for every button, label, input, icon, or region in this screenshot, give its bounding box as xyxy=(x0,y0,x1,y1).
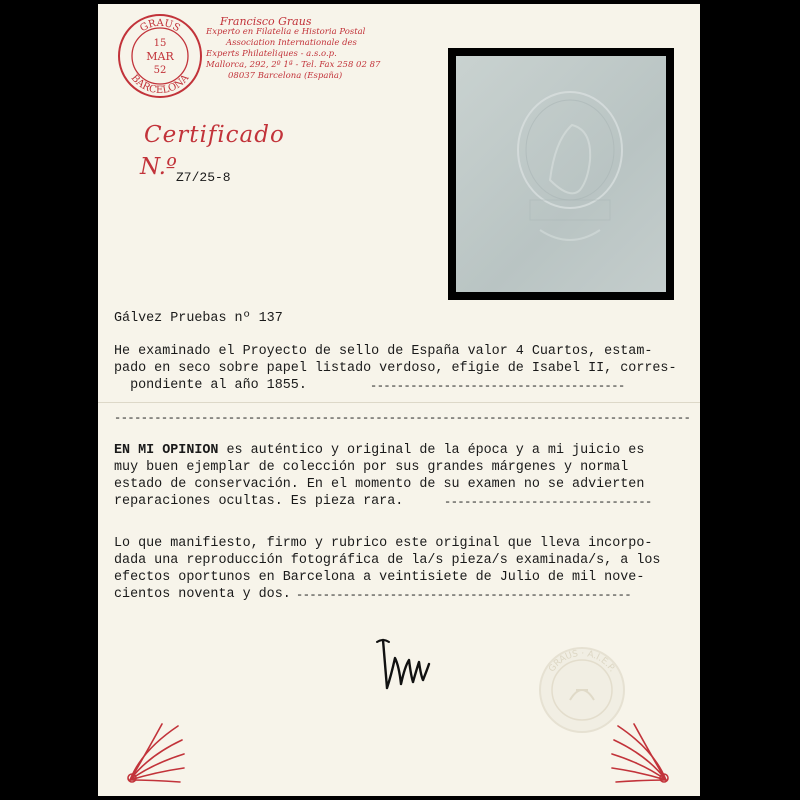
closing-line: dada una reproducción fotográfica de la/s pieza/s examinada/s, a los xyxy=(114,553,661,568)
letterhead-line: Experts Philateliques - a.s.o.p. xyxy=(206,49,337,59)
corner-ornament-right xyxy=(610,720,674,788)
description-line: pondiente al año 1855. xyxy=(114,378,307,393)
opinion-line xyxy=(114,442,694,459)
blind-seal-text: GRAUS · A.I.E.P. xyxy=(547,648,617,675)
closing-line: Lo que manifiesto, firmo y rubrico este original que lleva incorpo- xyxy=(114,536,653,551)
stamp-reference: Gálvez Pruebas nº 137 xyxy=(114,311,283,326)
handwritten-signature xyxy=(373,636,433,694)
certificate-sheet xyxy=(98,4,700,796)
description-line: He examinado el Proyecto de sello de España valor 4 Cuartos, estam- xyxy=(114,344,653,359)
certificate-number-label: N.º xyxy=(140,154,177,180)
letterhead-line: Mallorca, 292, 2º 1ª - Tel. Fax 258 02 87 xyxy=(206,60,381,70)
seal-month: MAR xyxy=(146,50,174,63)
embossed-effigy xyxy=(500,80,640,260)
opinion-line: muy buen ejemplar de colección por sus grandes márgenes y normal xyxy=(114,460,629,475)
stamp-proof-image xyxy=(456,56,666,292)
seal-year: 52 xyxy=(153,65,167,76)
expert-name: Francisco Graus xyxy=(220,15,312,28)
corner-ornament-left xyxy=(122,720,186,788)
svg-text:GRAUS xyxy=(138,18,182,34)
separator-dashes: -------------------------------------------------------------------------------------- xyxy=(114,411,691,425)
graus-date-seal xyxy=(116,12,204,100)
opinion-dashes: ------------------------------- xyxy=(444,495,652,509)
letterhead-line: Experto en Filatelia e Historia Postal xyxy=(206,27,366,37)
opinion-text: es auténtico y original de la época y a mi juicio es xyxy=(218,443,645,458)
description-dashes: -------------------------------------- xyxy=(370,379,625,393)
certificate-title: Certificado xyxy=(144,122,285,148)
opinion-line: reparaciones ocultas. Es pieza rara. xyxy=(114,494,404,509)
letterhead-line: Association Internationale des xyxy=(226,38,357,48)
stamp-photo-frame xyxy=(448,48,674,300)
closing-line: cientos noventa y dos. xyxy=(114,587,291,602)
seal-bottom-text: BARCELONA xyxy=(128,72,192,97)
description-line: pado en seco sobre papel listado verdoso, efigie de Isabel II, corres- xyxy=(114,361,677,376)
closing-dashes: -------------------------------------------------- xyxy=(296,588,632,602)
certificate-number: Z7/25-8 xyxy=(176,170,231,185)
letterhead xyxy=(206,16,436,82)
letterhead-line: 08037 Barcelona (España) xyxy=(228,71,343,81)
closing-line: efectos oportunos en Barcelona a veintisiete de Julio de mil nove- xyxy=(114,570,645,585)
seal-day: 15 xyxy=(153,38,167,49)
seal-top-text: GRAUS xyxy=(138,17,182,35)
fold-line xyxy=(98,402,700,403)
opinion-label: EN MI OPINION xyxy=(114,443,219,458)
opinion-line: estado de conservación. En el momento de su examen no se advierten xyxy=(114,477,645,492)
